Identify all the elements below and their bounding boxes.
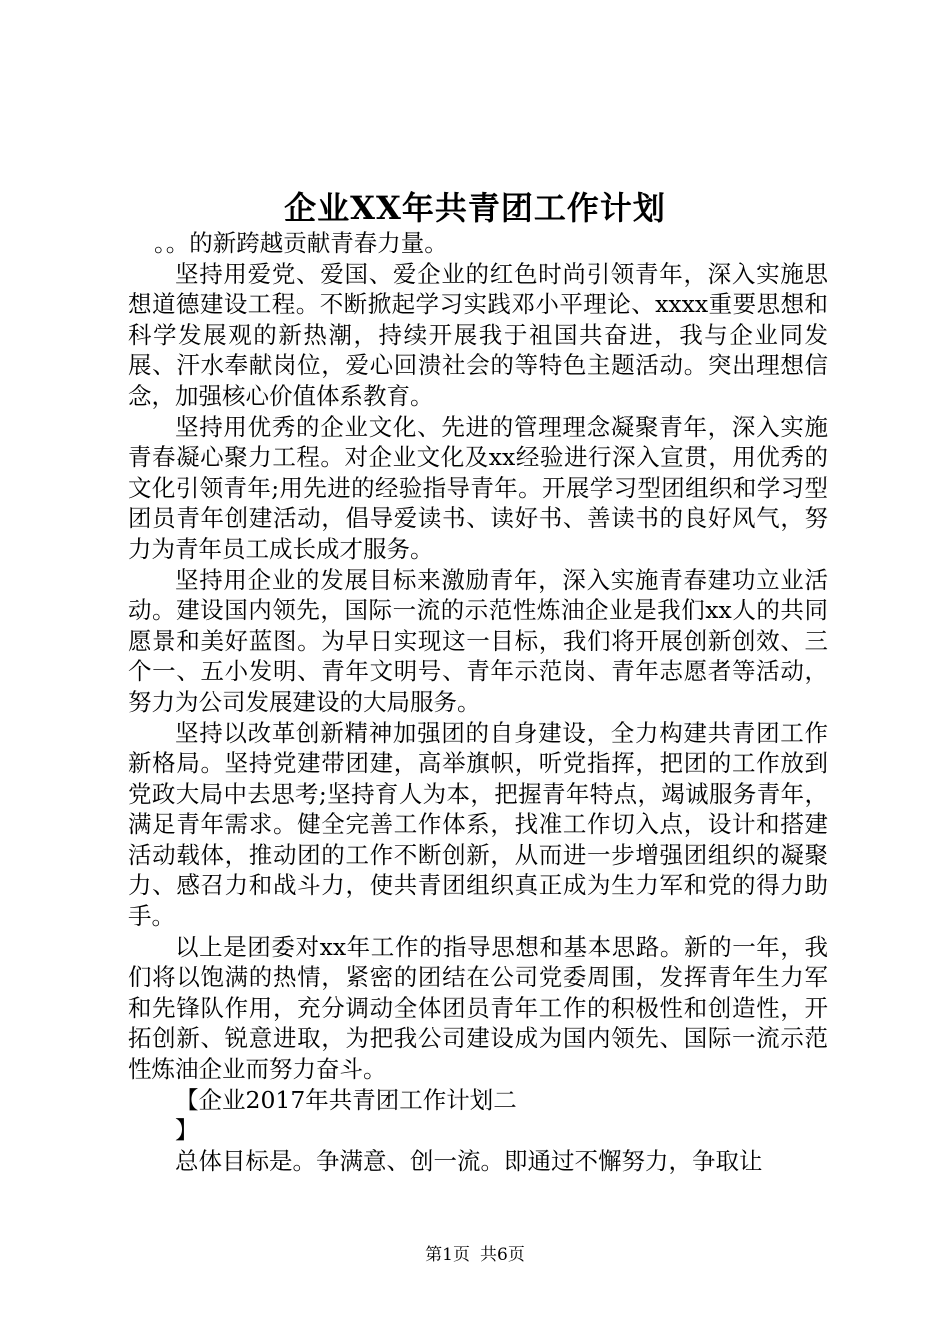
document-body [128,228,828,1176]
paragraph-reform: 坚持以改革创新精神加强团的自身建设，全力构建共青团工作新格局。坚持党建带团建，高举旗帜，听党指挥，把团的工作放到党政大局中去思考;坚持育人为本，把握青年特点，竭诚服务青年，满足青年需求。健全完善工作体系，找准工作切入点，设计和搭建活动载体，推动团的工作不断创新，从而进一步增强团组织的凝聚力、感召力和战斗力，使共青团组织真正成为生力军和党的得力助手。 [128,718,828,931]
page-footer [0,1243,950,1267]
paragraph-ideology: 坚持用爱党、爱国、爱企业的红色时尚引领青年，深入实施思想道德建设工程。不断掀起学习实践邓小平理论、xxxx重要思想和科学发展观的新热潮，持续开展我于祖国共奋进，我与企业同发展、汗水奉献岗位，爱心回溃社会的等特色主题活动。突出理想信念，加强核心价值体系教育。 [128,259,828,410]
paragraph-summary: 以上是团委对xx年工作的指导思想和基本思路。新的一年，我们将以饱满的热情，紧密的团结在公司党委周围，发挥青年生力军和先锋队作用，充分调动全体团员青年工作的积极性和创造性，开拓创新、锐意进取，为把我公司建设成为国内领先、国际一流示范性炼油企业而努力奋斗。 [128,932,828,1084]
section-heading-close: 】 [175,1116,199,1145]
document-title: 企业XX年共青团工作计划 [284,189,666,227]
paragraph-continuation: 。。的新跨越贡献青春力量。 [154,229,448,257]
paragraph-goal: 总体目标是。争满意、创一流。即通过不懈努力，争取让 [175,1146,763,1175]
section-heading: 【企业2017年共青团工作计划二 [175,1085,517,1114]
page-total: 共6页 [480,1245,525,1265]
page-number: 第1页 [425,1245,470,1265]
paragraph-development: 坚持用企业的发展目标来激励青年，深入实施青春建功立业活动。建设国内领先，国际一流的示范性炼油企业是我们xx人的共同愿景和美好蓝图。为早日实现这一目标，我们将开展创新创效、三个一、五小发明、青年文明号、青年示范岗、青年志愿者等活动，努力为公司发展建设的大局服务。 [128,565,828,716]
paragraph-culture: 坚持用优秀的企业文化、先进的管理理念凝聚青年，深入实施青春凝心聚力工程。对企业文化及xx经验进行深入宣贯，用优秀的文化引领青年;用先进的经验指导青年。开展学习型团组织和学习型团员青年创建活动，倡导爱读书、读好书、善读书的良好风气，努力为青年员工成长成才服务。 [128,412,828,563]
